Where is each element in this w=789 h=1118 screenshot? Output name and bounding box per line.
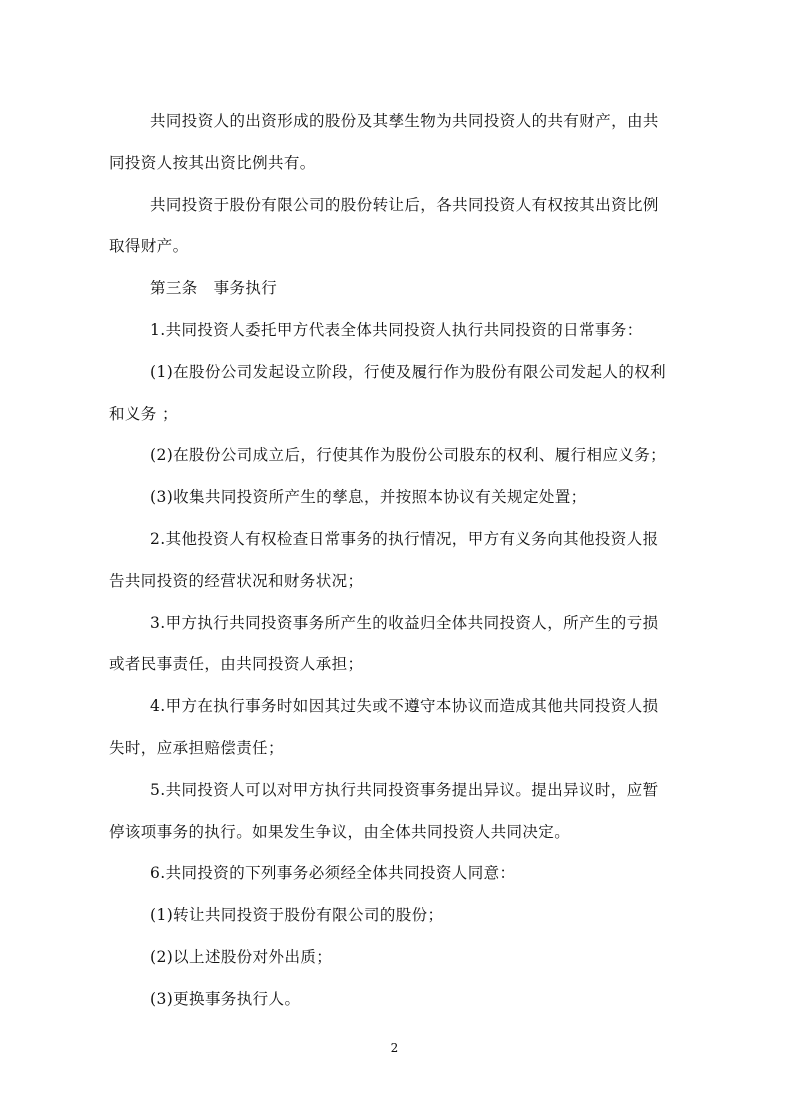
paragraph-line: (2)以上述股份对外出质； (150, 947, 333, 966)
paragraph-line: 4.甲方在执行事务时如因其过失或不遵守本协议而造成其他共同投资人损 (150, 697, 659, 716)
paragraph-line: 5.共同投资人可以对甲方执行共同投资事务提出异议。提出异议时，应暂 (150, 780, 659, 799)
paragraph-line: (1)在股份公司发起设立阶段，行使及履行作为股份有限公司发起人的权利 (150, 362, 667, 381)
paragraph-line: 3.甲方执行共同投资事务所产生的收益归全体共同投资人，所产生的亏损 (150, 613, 659, 632)
paragraph-line: (2)在股份公司成立后，行使其作为股份公司股东的权利、履行相应义务； (150, 446, 667, 465)
paragraph-line: 和义务 ； (109, 404, 178, 423)
paragraph-line: 6.共同投资的下列事务必须经全体共同投资人同意： (150, 864, 516, 883)
paragraph-line: 共同投资人的出资形成的股份及其孳生物为共同投资人的共有财产，由共 (150, 112, 659, 130)
document-body (109, 101, 679, 1021)
paragraph-line: 或者民事责任，由共同投资人承担； (109, 655, 364, 674)
paragraph-line: 共同投资于股份有限公司的股份转让后，各共同投资人有权按其出资比例 (150, 195, 659, 214)
paragraph-line: 同投资人按其出资比例共有。 (109, 153, 316, 172)
paragraph-line: 取得财产。 (109, 237, 189, 256)
paragraph-line: (1)转让共同投资于股份有限公司的股份； (150, 906, 444, 925)
paragraph-line: (3)更换事务执行人。 (150, 989, 301, 1008)
paragraph-line: 1.共同投资人委托甲方代表全体共同投资人执行共同投资的日常事务： (150, 320, 643, 339)
paragraph-line: 失时，应承担赔偿责任； (109, 738, 284, 757)
page-number: 2 (390, 1041, 399, 1055)
paragraph-line: (3)收集共同投资所产生的孳息，并按照本协议有关规定处置； (150, 488, 587, 507)
section-heading: 第三条 事务执行 (150, 279, 278, 298)
paragraph-line: 告共同投资的经营状况和财务状况； (109, 571, 364, 590)
paragraph-line: 停该项事务的执行。如果发生争议，由全体共同投资人共同决定。 (109, 822, 571, 841)
paragraph-line: 2.其他投资人有权检查日常事务的执行情况，甲方有义务向其他投资人报 (150, 529, 659, 548)
